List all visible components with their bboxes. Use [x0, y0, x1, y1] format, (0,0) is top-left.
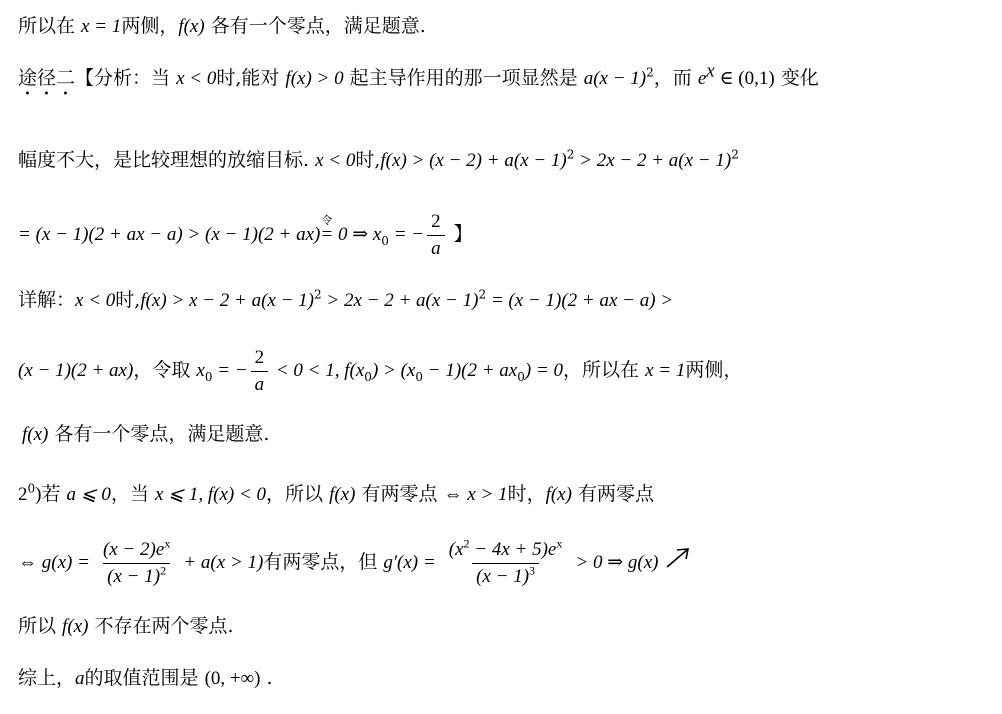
subscript: 0: [381, 233, 389, 248]
math: ⇔ x > 1: [443, 484, 508, 505]
line-4: [18, 210, 473, 260]
line-6: [18, 346, 742, 396]
math: = −: [388, 224, 425, 245]
math: f(x): [545, 484, 572, 505]
math: f(x) > 0: [285, 68, 344, 89]
text: ，而: [653, 67, 698, 89]
math: − 4x + 5)e: [469, 538, 557, 560]
text: 两侧，: [121, 15, 179, 37]
denominator: [472, 563, 539, 588]
math: e: [697, 68, 707, 89]
line-3: [18, 148, 739, 173]
exponent: 2: [314, 287, 322, 302]
math: (x − 1): [476, 565, 530, 587]
overset-label: 令: [321, 214, 333, 227]
text: 时,: [355, 149, 381, 171]
text: 有两零点: [355, 483, 444, 505]
math: x ⩽ 1, f(x) < 0: [154, 484, 267, 505]
exponent: 3: [529, 563, 536, 578]
text: 所以: [18, 615, 63, 637]
increasing-arrow-icon: [665, 535, 691, 591]
exponent: 2: [478, 287, 487, 302]
method-label: 途径二: [18, 67, 76, 89]
math: 0 ⇒ x: [333, 224, 382, 245]
math: ) > (x: [371, 360, 416, 381]
exponent: x: [164, 536, 171, 551]
math: a ⩽ 0: [66, 484, 111, 505]
math: = (x − 1)(2 + ax − a) >: [486, 290, 674, 311]
numerator: 2: [254, 346, 265, 368]
text: 有两零点，但: [263, 551, 384, 573]
fraction: [427, 211, 445, 260]
overset-equals: [320, 211, 333, 259]
math: > 2x − 2 + a(x − 1): [321, 290, 479, 311]
subscript: 0: [204, 369, 213, 384]
text: ，当: [110, 483, 155, 505]
line-7: [22, 422, 269, 447]
math: f(x): [329, 484, 356, 505]
math: ): [35, 484, 42, 505]
math: x = 1: [645, 360, 686, 381]
text: 详解：: [18, 289, 76, 311]
math: f(x): [178, 16, 205, 37]
fraction: [251, 347, 269, 396]
math: (0, +∞): [204, 668, 261, 689]
line-8: [18, 482, 654, 507]
exponent: 2: [731, 147, 739, 162]
math: x < 0: [75, 290, 116, 311]
math: f(x): [22, 424, 49, 445]
exponent: x: [706, 60, 715, 82]
math: = −: [212, 360, 248, 381]
math: a: [75, 668, 85, 689]
text: 所以在: [18, 15, 82, 37]
exponent: 2: [566, 147, 575, 162]
math: + a(x > 1): [183, 552, 264, 573]
math: f(x): [62, 616, 89, 637]
text: 时,能对: [216, 67, 286, 89]
text: 时，: [507, 483, 546, 505]
increasing-arrow-svg: [665, 547, 691, 569]
numerator: 2: [431, 210, 441, 232]
line-5: [18, 288, 673, 313]
math: f(x) > x − 2 + a(x − 1): [140, 290, 314, 311]
text: 】: [447, 223, 473, 245]
subscript: 0: [517, 369, 525, 384]
text: 综上，: [18, 667, 76, 689]
math: (x − 1)(2 + ax): [18, 360, 134, 381]
text: 幅度不大，是比较理想的放缩目标.: [18, 149, 316, 171]
math: − 1)(2 + ax: [423, 360, 518, 381]
math: x = 1: [81, 16, 122, 37]
text: 两侧，: [685, 359, 743, 381]
math: 2: [18, 484, 28, 505]
text: ，所以: [266, 483, 330, 505]
text: 有两零点: [571, 483, 654, 505]
text: 起主导作用的那一项显然是: [343, 67, 584, 89]
text: 各有一个零点，满足题意.: [204, 15, 426, 37]
text: 不存在两个零点.: [88, 615, 234, 637]
math: ⇔ g(x) =: [18, 552, 90, 573]
math: f(x) > (x − 2) + a(x − 1): [380, 150, 567, 171]
text: 的取值范围是: [84, 667, 205, 689]
math: x: [196, 360, 205, 381]
numerator: [99, 536, 174, 563]
math: =: [320, 224, 334, 245]
denominator: [103, 563, 170, 588]
math: > 0 ⇒ g(x): [575, 552, 659, 573]
fraction: [445, 536, 567, 588]
math: a(x − 1): [583, 68, 647, 89]
text: ，所以在: [563, 359, 646, 381]
text: 各有一个零点，满足题意.: [48, 423, 270, 445]
text: 变化: [774, 67, 819, 89]
math: ∈ (0,1): [714, 68, 775, 89]
math: x < 0: [315, 150, 356, 171]
fraction: [99, 536, 174, 588]
line-10: [18, 614, 234, 639]
math: (x − 2)e: [102, 538, 165, 560]
line-11: [18, 666, 273, 691]
math: > 2x − 2 + a(x − 1): [574, 150, 732, 171]
math: (x − 1): [107, 565, 161, 587]
exponent: 2: [463, 536, 470, 551]
text: 【分析：当: [75, 67, 177, 89]
exponent: x: [556, 536, 563, 551]
math: (x: [448, 538, 464, 560]
subscript: 0: [415, 369, 423, 384]
subscript: 0: [364, 369, 372, 384]
exponent: 2: [160, 563, 167, 578]
math: = (x − 1)(2 + ax − a) > (x − 1)(2 + ax): [18, 224, 321, 245]
line-9: [18, 534, 691, 591]
denominator: a: [427, 235, 445, 260]
line-2: [18, 60, 819, 100]
line-1: [18, 14, 426, 39]
text: 时,: [115, 289, 141, 311]
math: g′(x) =: [383, 552, 436, 573]
math: ) = 0: [524, 360, 564, 381]
numerator: [445, 536, 567, 563]
superscript: 0: [27, 481, 36, 496]
exponent: 2: [646, 65, 654, 80]
math: < 0 < 1, f(x: [271, 360, 365, 381]
text: .: [260, 667, 273, 689]
math: x < 0: [176, 68, 217, 89]
text: 若: [41, 483, 67, 505]
text: ，令取: [133, 359, 197, 381]
denominator: a: [251, 371, 269, 396]
